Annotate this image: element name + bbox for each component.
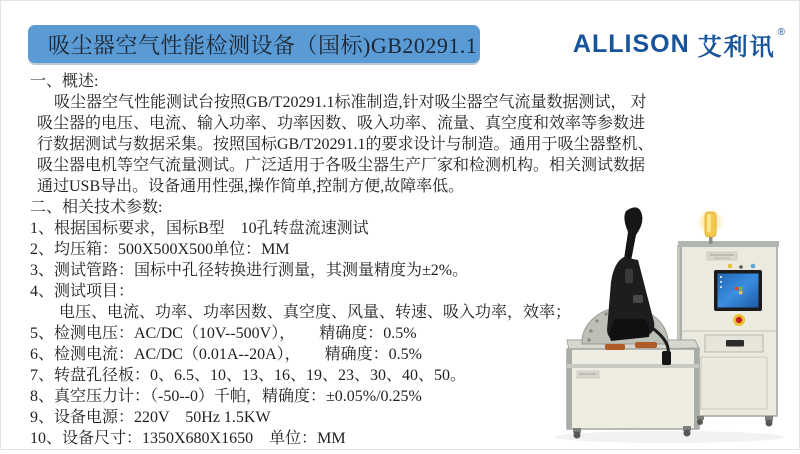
specs-heading: 二、相关技术参数: [30, 199, 163, 216]
brand-logo [573, 27, 785, 61]
equipment-photo [529, 199, 799, 449]
floor-shadow [554, 431, 784, 443]
overview-line: 吸尘器空气性能测试台按照GB/T20291.1标准制造,针对吸尘器空气流量数据测试， 对 [54, 94, 647, 111]
page-title: 吸尘器空气性能检测设备（国标)GB20291.1 [48, 32, 478, 58]
spec-item: 5、检测电压：AC/DC（10V--500V）， 精确度：0.5% [30, 325, 417, 342]
spec-item: 9、设备电源：220V 50Hz 1.5KW [30, 409, 271, 426]
spec-item: 3、测试管路：国标中孔径转换进行测量，其测量精度为±2%。 [30, 262, 469, 279]
registered-trademark-icon: ® [777, 26, 785, 38]
brand-logo-chinese: 艾利讯 [697, 33, 776, 61]
overview-line: 通过USB导出。设备通用性强,操作简单,控制方便,故障率低。 [37, 178, 465, 195]
page-title-bar [28, 25, 480, 63]
spec-item: 2、均压箱：500X500X500单位：MM [30, 241, 290, 258]
indicator-light-blue [751, 264, 756, 269]
brand-logo-latin: ALLISON [572, 29, 690, 58]
test-cart [567, 340, 699, 429]
spec-item: 1、根据国标要求，国标B型 10孔转盘流速测试 [30, 220, 369, 237]
spec-item: 4、测试项目： [30, 283, 135, 300]
spec-item: 6、检测电流：AC/DC（0.01A--20A）， 精确度：0.5% [30, 346, 422, 363]
drawer [705, 335, 763, 352]
spec-item: 8、真空压力计：（-50--0）千帕，精确度：±0.05%/0.25% [30, 388, 422, 405]
overview-line: 吸尘器电机等空气流量测试。广泛适用于各吸尘器生产厂家和检测机构。相关测试数据 [37, 157, 646, 174]
emergency-stop-button [733, 314, 745, 326]
spec-item-continuation: 电压、电流、功率、功率因数、真空度、风量、转速、吸入功率，效率； [59, 304, 572, 321]
indicator-light-yellow [728, 264, 733, 269]
overview-heading: 一、概述: [30, 73, 99, 90]
overview-line: 行数据测试与数据采集。按照国标GB/T20291.1的要求设计与制造。通用于吸尘器整机、 [37, 136, 654, 153]
signal-lamp [698, 209, 724, 244]
spec-item: 7、转盘孔径板：0、6.5、10、13、16、19、23、30、40、50。 [30, 367, 467, 384]
spec-item: 10、设备尺寸：1350X680X1650 单位：MM [30, 430, 346, 447]
indicator-light-dark [739, 265, 743, 269]
overview-line: 吸尘器的电压、电流、输入功率、功率因数、吸入功率、流量、真空度和效率等参数进 [37, 115, 646, 132]
monitor-screen [714, 270, 762, 311]
